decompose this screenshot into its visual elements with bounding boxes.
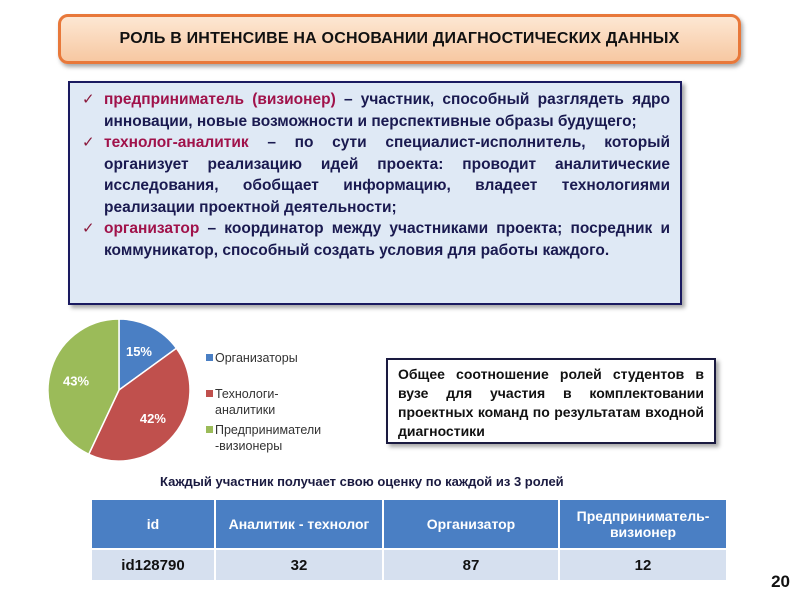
pie-chart-svg <box>44 312 204 472</box>
legend-label: Предприниматели -визионеры <box>215 423 322 453</box>
role-item-entrepreneur <box>82 89 670 132</box>
header-entrepreneur: Предприниматель-визионер <box>560 500 726 548</box>
header-id: id <box>92 500 214 548</box>
legend-swatch <box>206 390 213 397</box>
slide-title: РОЛЬ В ИНТЕНСИВЕ НА ОСНОВАНИИ ДИАГНОСТИЧЕСКИХ ДАННЫХ <box>58 14 741 64</box>
role-item-organizer <box>82 218 670 261</box>
header-organizer: Организатор <box>384 500 558 548</box>
legend-label: Технологи- аналитики <box>215 387 279 417</box>
role-name: предприниматель (визионер) <box>104 91 336 108</box>
page-number: 20 <box>771 572 790 591</box>
role-description: – по сути специалист-исполнитель, который организует реализацию идей проекта: проводит аналитические исследования, обобщает информацию, владеет технологиями реализации проектной деятельности; <box>104 134 670 216</box>
scores-table <box>90 498 728 582</box>
ratio-note: Общее соотношение ролей студентов в вузе для участия в комплектовании проектных команд по результатам входной диагностики <box>386 358 716 444</box>
pie-data-label: 42% <box>139 411 166 427</box>
role-item-technologist <box>82 132 670 218</box>
pie-data-label: 15% <box>125 343 153 359</box>
role-name: технолог-аналитик <box>104 134 249 151</box>
table-row <box>92 550 726 580</box>
legend-swatch <box>206 354 213 361</box>
checkmark-icon: ✓ <box>82 220 95 237</box>
legend-label: Организаторы <box>215 351 298 365</box>
table-caption: Каждый участник получает свою оценку по каждой из 3 ролей <box>160 474 564 489</box>
cell-id: id128790 <box>92 550 214 580</box>
checkmark-icon: ✓ <box>82 134 95 151</box>
table-header-row <box>92 500 726 548</box>
role-description: – участник, способный разглядеть ядро инновации, новые возможности и перспективные образы будущего; <box>104 91 670 130</box>
cell-analyst: 32 <box>216 550 382 580</box>
checkmark-icon: ✓ <box>82 91 95 108</box>
role-description: – координатор между участниками проекта; посредник и коммуникатор, способный создать условия для работы каждого. <box>104 220 670 259</box>
cell-organizer: 87 <box>384 550 558 580</box>
role-name: организатор <box>104 220 200 237</box>
legend-swatch <box>206 426 213 433</box>
header-analyst: Аналитик - технолог <box>216 500 382 548</box>
cell-entrepreneur: 12 <box>560 550 726 580</box>
roles-list <box>68 81 682 305</box>
pie-data-label: 43% <box>63 373 90 389</box>
